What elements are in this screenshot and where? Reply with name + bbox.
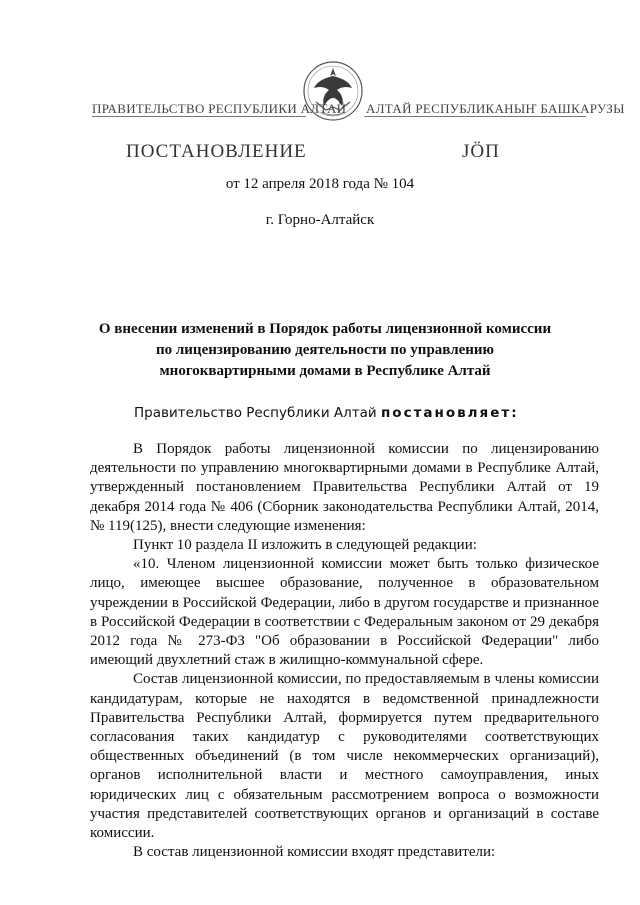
body-paragraph: «10. Членом лицензионной комиссии может быть только физическое лицо, имеющее высшее образование, полученное в образовательном учреждении в Российской Федерации, либо в другом государстве и признанное в Российской Федерации в соответствии с Федеральным законом от 29 декабря 2012 года № 273-ФЗ "Об образовании в Российской Федерации" либо имеющий двухлетний стаж в жилищно-коммунальной сфере. [90,556,599,669]
document-type-russian: ПОСТАНОВЛЕНИЕ [126,141,307,162]
header-rule-left [92,116,306,117]
header-rule-right [364,116,586,117]
document-city: г. Горно-Алтайск [265,212,375,228]
body-paragraph: Пункт 10 раздела II изложить в следующей редакции: [133,537,477,554]
header-org-altai: АЛТАЙ РЕСПУБЛИКАНЫҤ БАШКАРУЗЫ [366,101,625,116]
header-org-russian: ПРАВИТЕЛЬСТВО РЕСПУБЛИКИ АЛТАЙ [92,101,347,116]
document-title: О внесении изменений в Порядок работы лицензионной комиссии по лицензированию деятельности по управлению многоквартирными домами в Республике Алтай [98,321,552,379]
resolution-subject: Правительство Республики Алтай [134,405,377,421]
document-type-altai: ЈӦП [462,141,500,162]
document-body [90,440,599,862]
body-paragraph: Состав лицензионной комиссии, по предоставляемым в члены комиссии кандидатурам, которые не находятся в ведомственной принадлежности Правительства Республики Алтай, формируется путем предварительного согласования таких кандидатур с руководителями соответствующих общественных объединений (в том числе некоммерческих организаций), органов исполнительной власти и местного самоуправления, иных юридических лиц с обязательным рассмотрением вопроса о возможности участия представителей соответствующих органов и организаций в составе комиссии. [90,671,599,842]
body-paragraph: В состав лицензионной комиссии входят представители: [133,844,496,861]
resolution-preamble [134,405,519,421]
body-paragraph: В Порядок работы лицензионной комиссии по лицензированию деятельности по управлению многоквартирными домами в Республике Алтай, утвержденный постановлением Правительства Республики Алтай от 19 декабря 2014 года № 406 (Сборник законодательства Республики Алтай, 2014, № 119(125), внести следующие изменения: [90,441,599,534]
document-date-number: от 12 апреля 2018 года № 104 [225,176,415,192]
resolution-verb: постановляет: [380,405,519,421]
